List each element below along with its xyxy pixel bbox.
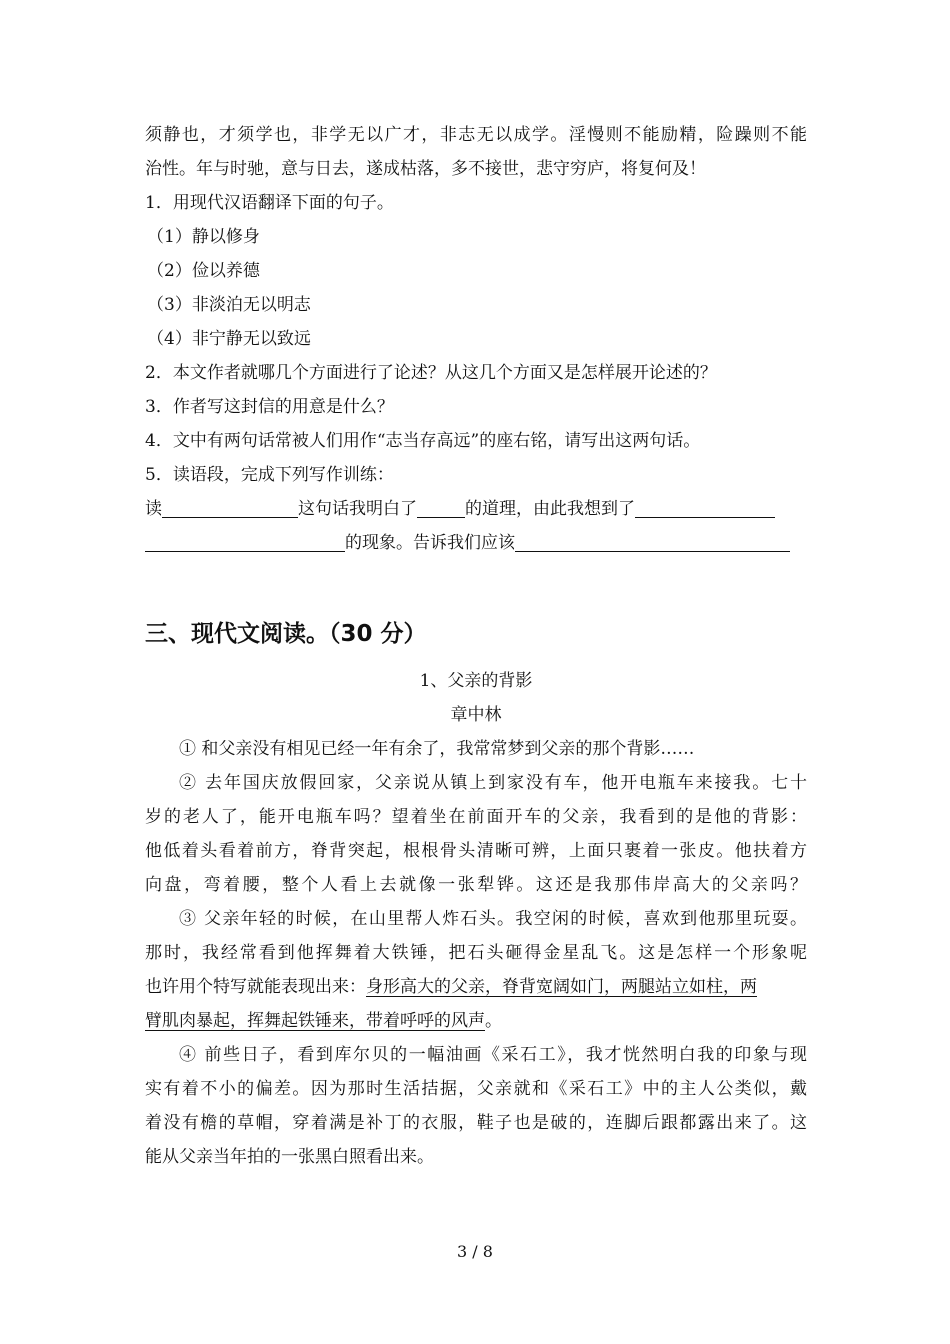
text-line: 治性。年与时驰，意与日去，遂成枯落，多不接世，悲守穷庐，将复何及！ [145, 159, 706, 179]
paragraph-3-line [145, 970, 807, 1004]
fill-text: 的道理，由此我想到了 [465, 499, 635, 519]
answer-blank[interactable] [145, 529, 345, 552]
fill-line-2 [145, 526, 807, 560]
paragraph-4-line: 能从父亲当年拍的一张黑白照看出来。 [145, 1147, 434, 1167]
question-1-item: （4）非宁静无以致远 [147, 329, 311, 349]
paragraph-2-line: 向盘，弯着腰，整个人看上去就像一张犁铧。这还是我那伟岸高大的父亲吗？ [145, 875, 807, 895]
paragraph-2-line: 他低着头看着前方，脊背突起，根根骨头清晰可辨，上面只裹着一张皮。他扶着方 [145, 841, 807, 861]
answer-blank[interactable] [515, 529, 790, 552]
paragraph-4-line: 着没有檐的草帽，穿着满是补丁的衣服，鞋子也是破的，连脚后跟都露出来了。这 [145, 1113, 807, 1133]
question-1-item: （1）静以修身 [147, 227, 260, 247]
article-title: 1、父亲的背影 [419, 671, 533, 691]
question-5: 5．读语段，完成下列写作训练： [145, 465, 394, 485]
paragraph-3-line: 那时，我经常看到他挥舞着大铁锤，把石头砸得金星乱飞。这是怎样一个形象呢 [145, 943, 807, 963]
question-1-item: （3）非淡泊无以明志 [147, 295, 311, 315]
paragraph-2-line: ② 去年国庆放假回家，父亲说从镇上到家没有车，他开电瓶车来接我。七十 [179, 773, 807, 793]
fill-text: 读 [145, 499, 162, 519]
text-line: 须静也，才须学也，非学无以广才，非志无以成学。淫慢则不能励精，险躁则不能 [145, 125, 807, 145]
answer-blank[interactable] [162, 495, 298, 518]
underlined-text: 臂肌肉暴起，挥舞起铁锤来，带着呼呼的风声 [145, 1011, 485, 1031]
paragraph-1: ① 和父亲没有相见已经一年有余了，我常常梦到父亲的那个背影…… [179, 739, 695, 759]
fill-text: 这句话我明白了 [298, 499, 417, 519]
section-heading: 三、现代文阅读。（30 分） [145, 621, 427, 647]
plain-text: 。 [485, 1011, 502, 1031]
question-2: 2．本文作者就哪几个方面进行了论述？从这几个方面又是怎样展开论述的？ [145, 363, 717, 383]
paragraph-2-line: 岁的老人了，能开电瓶车吗？望着坐在前面开车的父亲，我看到的是他的背影： [145, 807, 807, 827]
page-content [145, 118, 807, 1174]
paragraph-4-line: ④ 前些日子，看到库尔贝的一幅油画《采石工》，我才恍然明白我的印象与现 [179, 1045, 807, 1065]
answer-blank[interactable] [635, 495, 775, 518]
underlined-text: 身形高大的父亲，脊背宽阔如门，两腿站立如柱，两 [366, 977, 757, 997]
page-number: 3 / 8 [457, 1242, 493, 1261]
question-1-item: （2）俭以养德 [147, 261, 260, 281]
question-1: 1．用现代汉语翻译下面的句子。 [145, 193, 394, 213]
paragraph-3-line [145, 1004, 807, 1038]
paragraph-3-line: ③ 父亲年轻的时候，在山里帮人炸石头。我空闲的时候，喜欢到他那里玩耍。 [179, 909, 807, 929]
article-author: 章中林 [450, 705, 502, 725]
answer-blank[interactable] [417, 495, 465, 518]
plain-text: 也许用个特写就能表现出来： [145, 977, 366, 997]
fill-line-1 [145, 492, 807, 526]
question-4: 4．文中有两句话常被人们用作“志当存高远”的座右铭，请写出这两句话。 [145, 431, 701, 451]
paragraph-4-line: 实有着不小的偏差。因为那时生活拮据，父亲就和《采石工》中的主人公类似，戴 [145, 1079, 807, 1099]
fill-text: 的现象。告诉我们应该 [345, 533, 515, 553]
question-3: 3．作者写这封信的用意是什么？ [145, 397, 394, 417]
